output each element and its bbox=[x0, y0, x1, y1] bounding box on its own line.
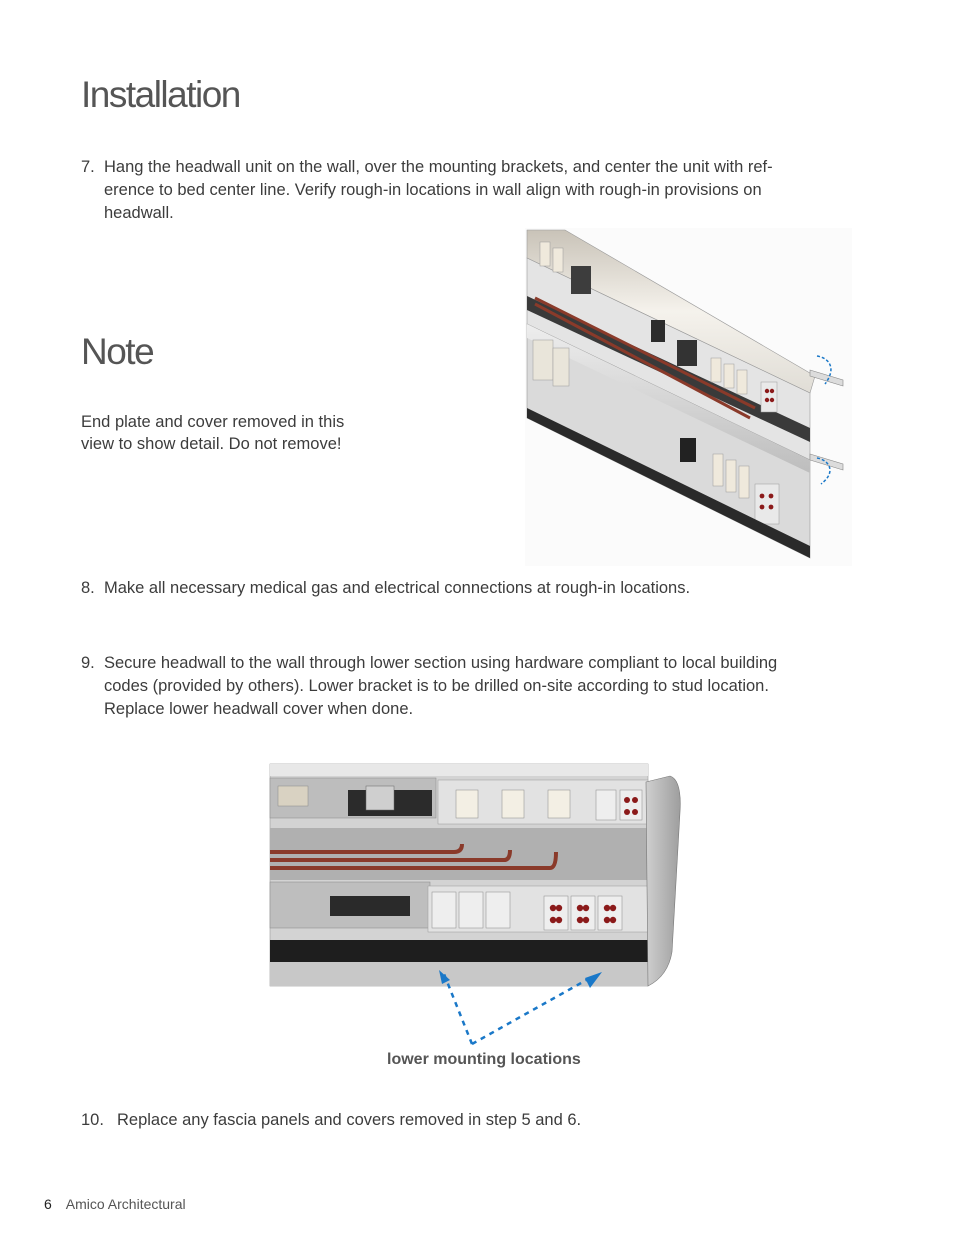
lower-mounting-illustration bbox=[268, 752, 684, 1052]
step-8 bbox=[81, 577, 841, 601]
page-number: 6 bbox=[44, 1196, 52, 1212]
step-9 bbox=[81, 652, 861, 722]
step-line: erence to bed center line. Verify rough-in locations in wall align with rough-in provisions on bbox=[104, 181, 762, 199]
step-number: 9. bbox=[81, 654, 95, 672]
step-number: 10. bbox=[81, 1111, 104, 1129]
step-line: Replace any fascia panels and covers removed in step 5 and 6. bbox=[117, 1111, 582, 1129]
step-number: 8. bbox=[81, 579, 95, 597]
step-line: Replace lower headwall cover when done. bbox=[104, 700, 414, 718]
page-heading: Installation bbox=[81, 74, 240, 115]
step-number: 7. bbox=[81, 158, 95, 176]
step-7 bbox=[81, 156, 841, 226]
figure-caption: lower mounting locations bbox=[387, 1051, 581, 1068]
footer-company: Amico Architectural bbox=[65, 1196, 186, 1212]
note-text: End plate and cover removed in this view to show detail. Do not remove! bbox=[81, 413, 345, 453]
page-footer bbox=[44, 1196, 186, 1212]
headwall-installed-illustration bbox=[525, 228, 852, 566]
step-line: Hang the headwall unit on the wall, over the mounting brackets, and center the unit with ref- bbox=[104, 158, 773, 176]
step-line: headwall. bbox=[104, 204, 174, 222]
step-10 bbox=[81, 1109, 841, 1133]
step-line: codes (provided by others). Lower bracket is to be drilled on-site according to stud location. bbox=[104, 677, 769, 695]
step-line: Make all necessary medical gas and electrical connections at rough-in locations. bbox=[104, 579, 691, 597]
step-line: Secure headwall to the wall through lower section using hardware compliant to local building bbox=[104, 654, 778, 672]
note-heading: Note bbox=[81, 331, 154, 372]
